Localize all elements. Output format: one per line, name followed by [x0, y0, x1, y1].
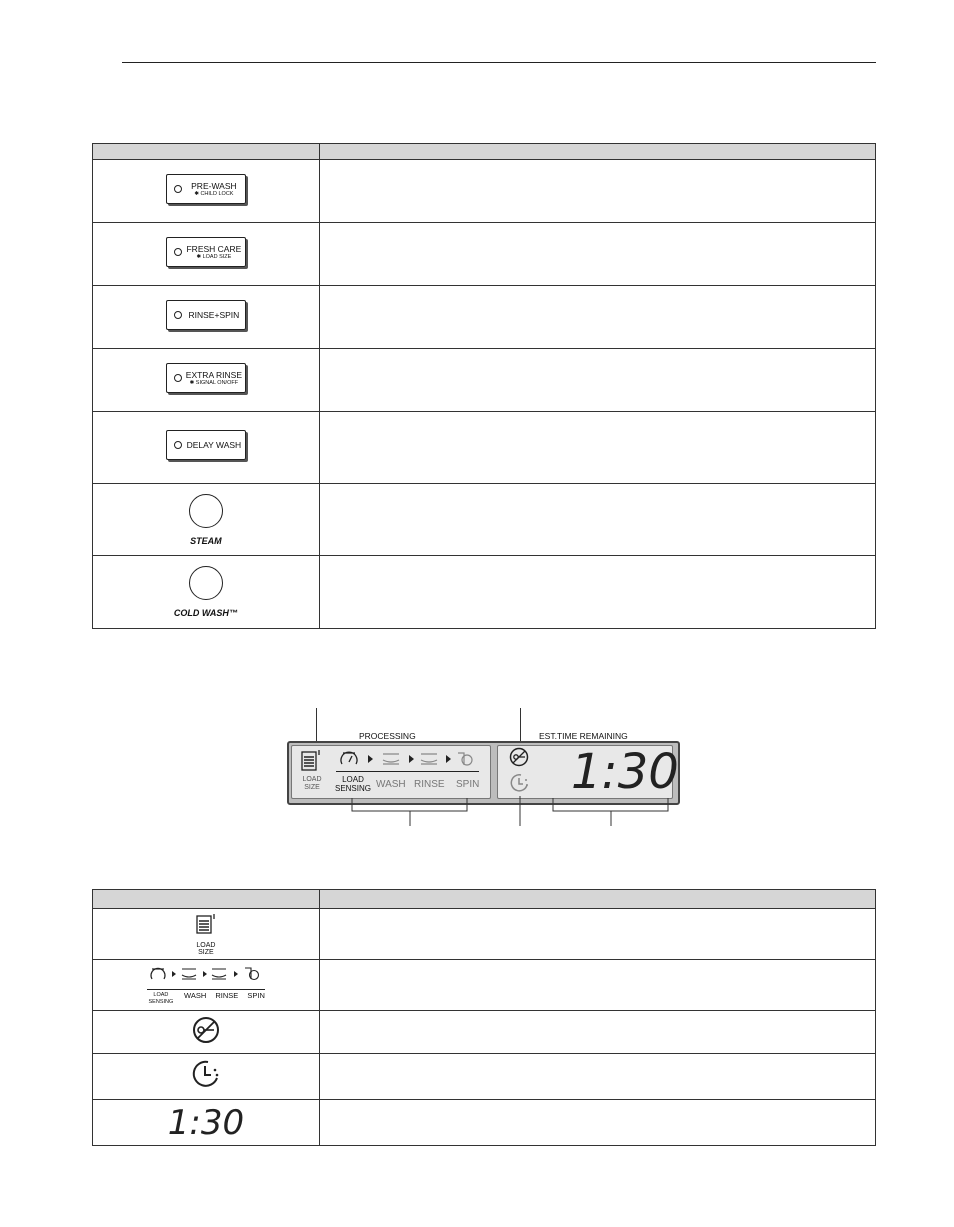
- delay-clock-icon: [190, 1058, 222, 1090]
- wash-label: WASH: [376, 779, 406, 790]
- table-row: [93, 286, 876, 349]
- display-icons-table: [92, 889, 876, 1146]
- steps-underline: [336, 771, 479, 772]
- load-sensing-label: LOAD SENSING: [334, 775, 371, 793]
- load-size-label: LOAD SIZE: [302, 776, 322, 791]
- child-lock-icon: [508, 746, 532, 770]
- pre-wash-button[interactable]: [166, 174, 246, 204]
- table-row: [93, 484, 876, 556]
- table-row: [93, 960, 876, 1011]
- table-header-row: [93, 890, 876, 909]
- time-remaining-label: EST.TIME REMAINING: [539, 731, 628, 741]
- cold-wash-button[interactable]: [189, 566, 223, 600]
- table-row: [93, 223, 876, 286]
- led-indicator: [174, 185, 182, 193]
- button-sublabel: ✱ LOAD SIZE: [196, 253, 232, 260]
- rinse-label: RINSE: [215, 991, 239, 1000]
- time-digits: 1:30: [571, 744, 679, 800]
- time-display: [569, 744, 679, 800]
- rinse-spin-button[interactable]: [166, 300, 246, 330]
- led-indicator: [174, 374, 182, 382]
- processing-label: PROCESSING: [359, 731, 416, 741]
- load-size-icon: [299, 748, 329, 774]
- child-lock-icon: [191, 1015, 221, 1045]
- delay-clock-icon: [508, 771, 532, 795]
- table-row: [93, 1011, 876, 1054]
- extra-rinse-button[interactable]: [166, 363, 246, 393]
- button-label: DELAY WASH: [186, 440, 242, 450]
- header-rule: [122, 62, 876, 63]
- led-indicator: [174, 248, 182, 256]
- load-size-icon: [193, 913, 219, 937]
- fresh-care-button[interactable]: [166, 237, 246, 267]
- table-row: [93, 412, 876, 484]
- led-indicator: [174, 311, 182, 319]
- cold-wash-label: COLD WASH™: [173, 608, 238, 618]
- button-label: FRESH CARE: [186, 243, 242, 254]
- rinse-label: RINSE: [414, 779, 445, 790]
- cycle-steps-labels: [147, 989, 265, 1006]
- cycle-steps-icons: [337, 748, 487, 770]
- led-indicator: [174, 441, 182, 449]
- table-row: [93, 1054, 876, 1100]
- button-label: PRE-WASH: [191, 180, 237, 191]
- steam-label: STEAM: [190, 535, 222, 546]
- load-size-label: LOAD SIZE: [196, 941, 216, 956]
- spin-label: SPIN: [456, 779, 480, 790]
- table-row: [93, 556, 876, 629]
- button-sublabel: ✱ SIGNAL ON/OFF: [189, 379, 239, 386]
- options-table: [92, 143, 876, 629]
- delay-wash-button[interactable]: [166, 430, 246, 460]
- table-row: [93, 160, 876, 223]
- steam-button[interactable]: [189, 494, 223, 528]
- spin-label: SPIN: [247, 991, 265, 1000]
- button-sublabel: ✱ CHILD LOCK: [194, 190, 234, 197]
- table-header-row: [93, 144, 876, 160]
- load-sensing-label: LOAD SENSING: [148, 992, 174, 1005]
- table-row: [93, 909, 876, 960]
- time-display: 1:30: [167, 1102, 245, 1143]
- table-row: [93, 1100, 876, 1146]
- button-label: RINSE+SPIN: [188, 309, 240, 320]
- wash-label: WASH: [184, 991, 207, 1000]
- button-label: EXTRA RINSE: [185, 369, 242, 380]
- cycle-steps-icons: [146, 964, 266, 984]
- callout-brackets: [340, 796, 680, 866]
- table-row: [93, 349, 876, 412]
